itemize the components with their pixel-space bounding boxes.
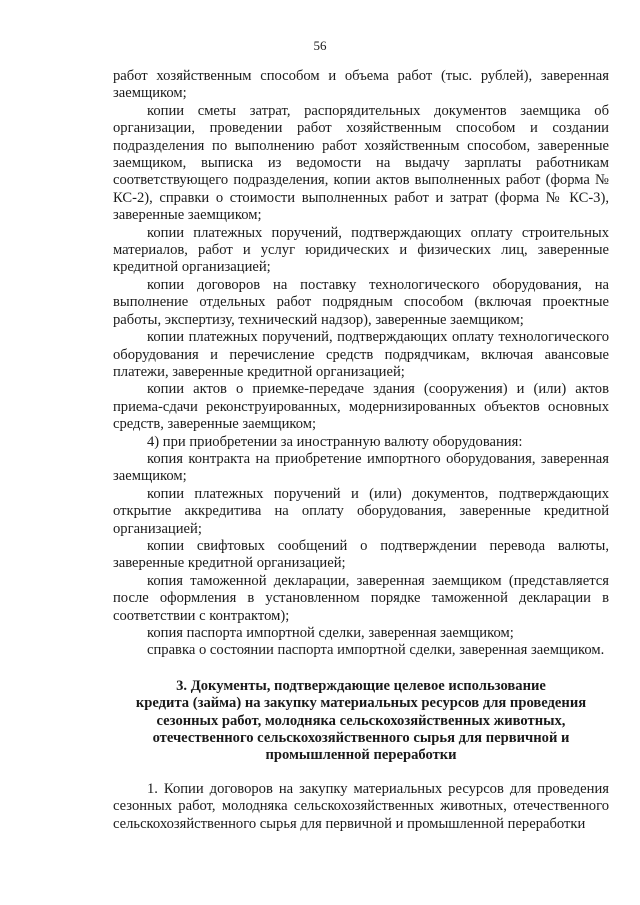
paragraph: копии сметы затрат, распорядительных документов заемщика об организации, проведении работ хозяйственным способом и создании подразделения по выполнению работ хозяйственным способом, заверенные заемщиком, выписка из ведомости на выдачу зарплаты работникам соответствующего подразделения, копии актов выполненных работ (форма № КС-2), справки о стоимости выполненных работ и затрат (форма № КС-3), заверенные заемщиком; (113, 102, 609, 224)
section-heading-line: 3. Документы, подтверждающие целевое использование (176, 677, 546, 694)
paragraph: 4) при приобретении за иностранную валюту оборудования: (147, 433, 523, 450)
section-heading-line: промышленной переработки (265, 747, 457, 764)
page-number: 56 (313, 38, 327, 53)
paragraph: копия контракта на приобретение импортного оборудования, заверенная заемщиком; (113, 450, 609, 485)
paragraph: работ хозяйственным способом и объема работ (тыс. рублей), заверенная заемщиком; (113, 68, 609, 102)
paragraph: копии свифтовых сообщений о подтверждении перевода валюты, заверенные кредитной организацией; (113, 537, 609, 572)
paragraph: 1. Копии договоров на закупку материальных ресурсов для проведения сезонных работ, молодняка сельскохозяйственных животных, отечественного сельскохозяйственного сырья для первичной и промышленной переработки (113, 780, 609, 832)
paragraph: копии договоров на поставку технологического оборудования, на выполнение отдельных работ подрядным способом (включая проектные работы, экспертизу, технический надзор), заверенные заемщиком; (113, 276, 609, 328)
paragraph: копии актов о приемке-передаче здания (сооружения) и (или) актов приема-сдачи реконструированных, модернизированных объектов основных средств, заверенные заемщиком; (113, 381, 609, 433)
section-heading-line: сезонных работ, молодняка сельскохозяйственных животных, (156, 712, 566, 729)
section-heading-line: отечественного сельскохозяйственного сырья для первичной и (152, 730, 570, 747)
document-body (113, 68, 609, 833)
section-heading-line: кредита (займа) на закупку материальных ресурсов для проведения (135, 695, 587, 712)
paragraph: копии платежных поручений и (или) документов, подтверждающих открытие аккредитива на оплату оборудования, заверенные кредитной организацией; (113, 485, 609, 537)
section-heading (113, 678, 609, 765)
paragraph: справка о состоянии паспорта импортной сделки, заверенная заемщиком. (147, 642, 605, 659)
paragraph: копии платежных поручений, подтверждающих оплату технологического оборудования и перечисление средств подрядчикам, включая авансовые платежи, заверенные кредитной организацией; (113, 329, 609, 380)
paragraph: копия паспорта импортной сделки, заверенная заемщиком; (147, 625, 514, 641)
paragraph: копия таможенной декларации, заверенная заемщиком (представляется после оформления в установленном порядке таможенной декларации в соответствии с контрактом); (113, 572, 609, 624)
paragraph: копии платежных поручений, подтверждающих оплату строительных материалов, работ и услуг юридических и физических лиц, заверенные кредитной организацией; (113, 224, 609, 276)
